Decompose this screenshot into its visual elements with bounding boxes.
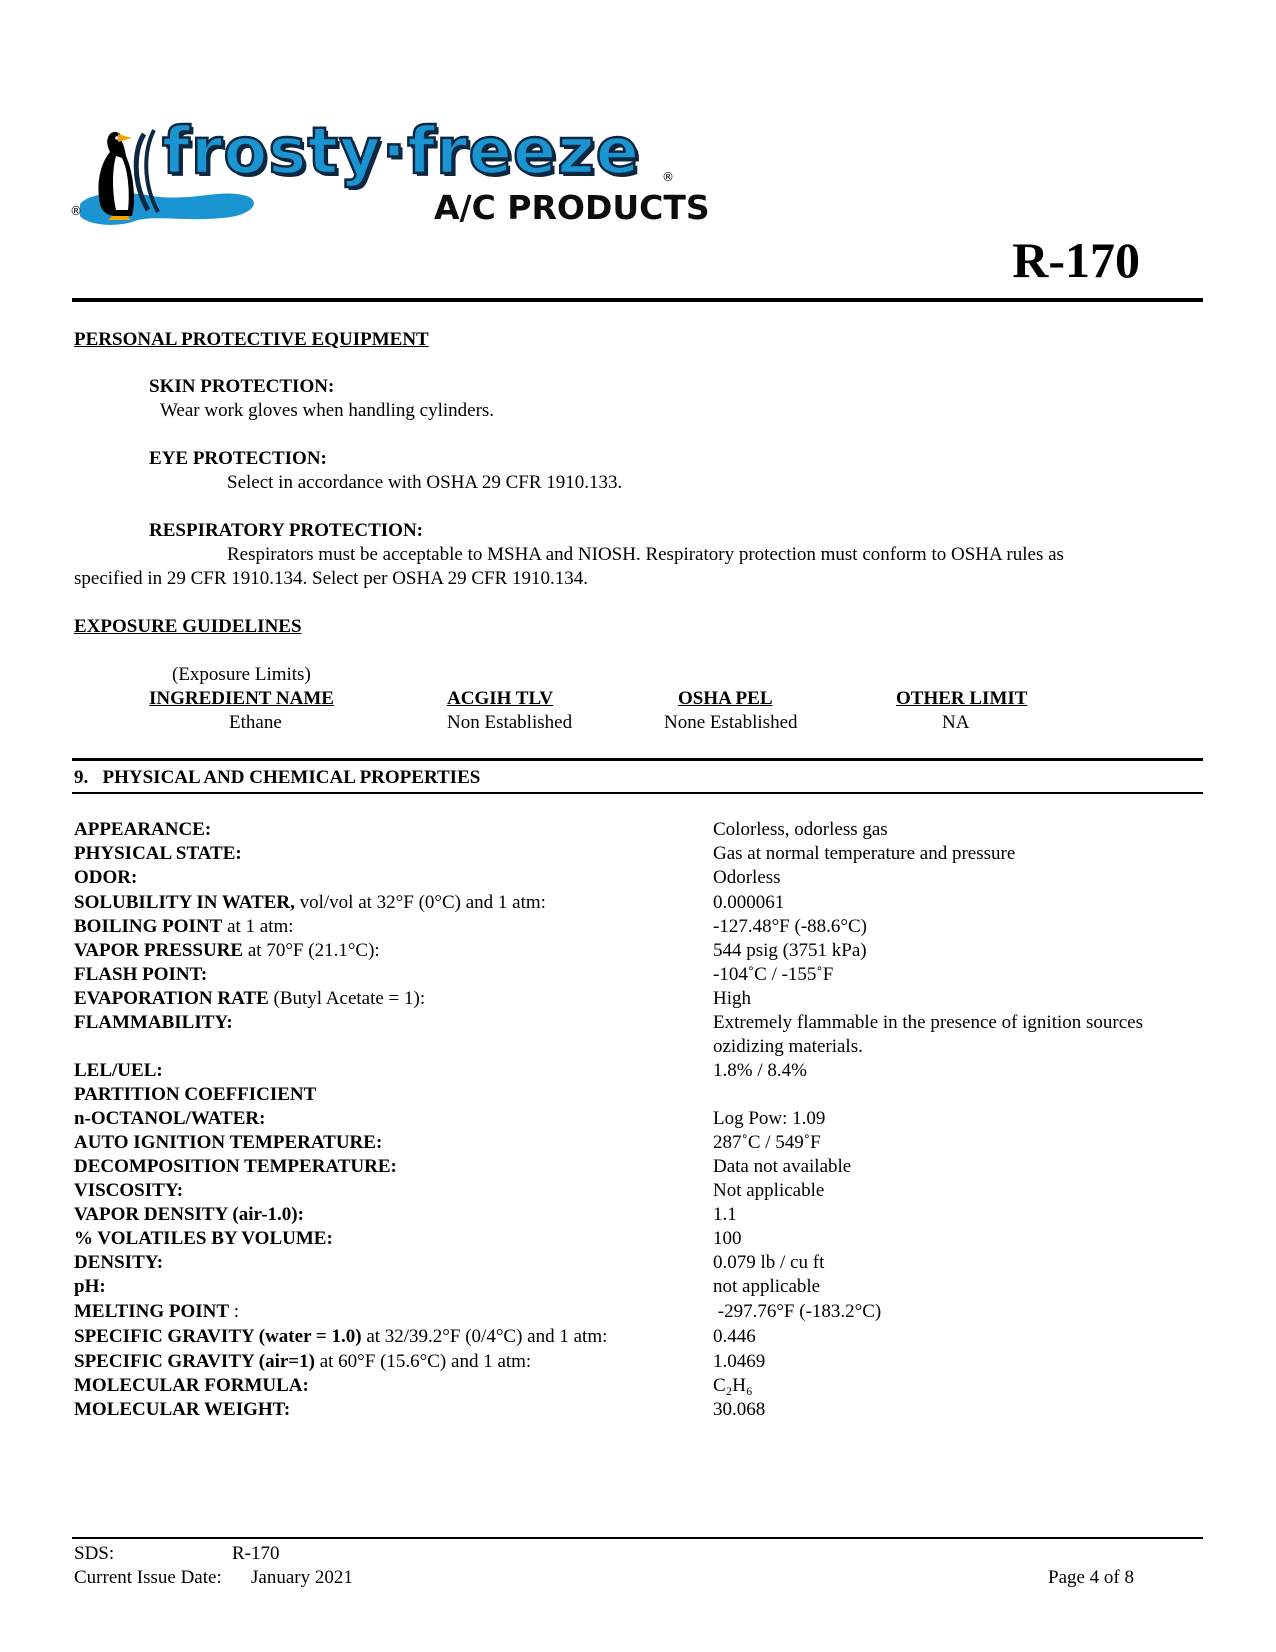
property-value: Log Pow: 1.09 [713, 1108, 826, 1129]
brand-subtitle: A/C PRODUCTS [434, 188, 710, 227]
footer-rule [72, 1537, 1203, 1539]
property-label [74, 1251, 163, 1275]
exposure-cell-other: NA [942, 712, 970, 733]
respiratory-protection-text-2: specified in 29 CFR 1910.134. Select per OSHA 29 CFR 1910.134. [74, 568, 589, 589]
property-label-qualifier: at 1 atm: [222, 916, 294, 937]
property-value: Odorless [713, 867, 781, 888]
eye-protection-heading: EYE PROTECTION: [149, 448, 327, 469]
property-label-bold: SPECIFIC GRAVITY (water = 1.0) [74, 1326, 362, 1347]
property-label [74, 818, 211, 842]
property-label-bold: MOLECULAR FORMULA: [74, 1375, 309, 1396]
property-label [74, 1227, 333, 1251]
property-label-bold: BOILING POINT [74, 916, 223, 937]
section9-bottom-rule [72, 792, 1203, 794]
property-label [74, 915, 294, 939]
property-value: Extremely flammable in the presence of ignition sources [713, 1012, 1143, 1033]
section9-heading: 9. PHYSICAL AND CHEMICAL PROPERTIES [74, 767, 481, 788]
property-label-bold: MOLECULAR WEIGHT: [74, 1399, 291, 1420]
property-label-bold: PARTITION COEFFICIENT [74, 1084, 317, 1105]
skin-protection-heading: SKIN PROTECTION: [149, 376, 335, 397]
footer-sds-label: SDS: [74, 1543, 115, 1564]
property-label-bold: pH: [74, 1276, 106, 1297]
property-label [74, 987, 425, 1011]
property-label [74, 1155, 397, 1179]
property-label-bold: EVAPORATION RATE [74, 988, 269, 1009]
property-label [74, 1011, 233, 1035]
exposure-heading: EXPOSURE GUIDELINES [74, 616, 302, 637]
registered-mark-left: ® [70, 204, 82, 218]
property-value: -297.76°F (-183.2°C) [713, 1301, 882, 1322]
property-label-bold: SOLUBILITY IN WATER, [74, 892, 295, 913]
exposure-col-acgih: ACGIH TLV [447, 688, 554, 709]
property-label [74, 1059, 163, 1083]
property-label-bold: PHYSICAL STATE: [74, 843, 242, 864]
property-label-bold: ODOR: [74, 867, 138, 888]
exposure-cell-acgih: Non Established [447, 712, 573, 733]
property-value: -104˚C / -155˚F [713, 964, 834, 985]
section9-top-rule [72, 758, 1203, 761]
property-label-bold: VAPOR DENSITY (air-1.0): [74, 1204, 304, 1225]
property-label-bold: VISCOSITY: [74, 1180, 184, 1201]
header-rule [72, 298, 1203, 302]
property-value: C₂H₆ [713, 1375, 753, 1396]
brand-name: frosty·freeze [162, 115, 640, 189]
exposure-col-ingredient: INGREDIENT NAME [149, 688, 334, 709]
property-label-bold: SPECIFIC GRAVITY (air=1) [74, 1351, 315, 1372]
property-label [74, 1179, 183, 1203]
property-value: 1.8% / 8.4% [713, 1060, 807, 1081]
property-label [74, 1398, 290, 1422]
property-label-bold: AUTO IGNITION TEMPERATURE: [74, 1132, 383, 1153]
property-value: 30.068 [713, 1399, 766, 1420]
property-value: ozidizing materials. [713, 1036, 863, 1057]
property-label [74, 963, 207, 987]
property-label [74, 1107, 265, 1131]
footer-page-number: Page 4 of 8 [1048, 1567, 1135, 1588]
property-label-qualifier: (Butyl Acetate = 1): [268, 988, 426, 1009]
eye-protection-text: Select in accordance with OSHA 29 CFR 1910.133. [227, 472, 623, 493]
property-label-bold: LEL/UEL: [74, 1060, 163, 1081]
exposure-col-other: OTHER LIMIT [896, 688, 1028, 709]
property-label-bold: FLAMMABILITY: [74, 1012, 233, 1033]
property-value: 100 [713, 1228, 742, 1249]
property-value: High [713, 988, 751, 1009]
exposure-col-osha: OSHA PEL [678, 688, 773, 709]
respiratory-protection-heading: RESPIRATORY PROTECTION: [149, 520, 423, 541]
property-label-qualifier: at 32/39.2°F (0/4°C) and 1 atm: [361, 1326, 608, 1347]
property-label [74, 1131, 382, 1155]
property-value: Colorless, odorless gas [713, 819, 888, 840]
property-label-bold: % VOLATILES BY VOLUME: [74, 1228, 333, 1249]
exposure-cell-ingredient: Ethane [229, 712, 282, 733]
property-label [74, 1350, 531, 1374]
property-label-qualifier: at 60°F (15.6°C) and 1 atm: [314, 1351, 532, 1372]
footer-issue-label: Current Issue Date: [74, 1567, 222, 1588]
property-label [74, 866, 137, 890]
document-title: R-170 [1012, 232, 1140, 288]
property-label [74, 1275, 106, 1299]
ppe-heading: PERSONAL PROTECTIVE EQUIPMENT [74, 329, 429, 350]
property-label-bold: DENSITY: [74, 1252, 164, 1273]
property-label [74, 1203, 304, 1227]
property-label-qualifier: : [229, 1301, 240, 1322]
property-label [74, 1083, 316, 1107]
property-value: 0.000061 [713, 892, 785, 913]
property-value: Gas at normal temperature and pressure [713, 843, 1016, 864]
property-value: not applicable [713, 1276, 821, 1297]
property-label [74, 842, 242, 866]
property-value: -127.48°F (-88.6°C) [713, 916, 867, 937]
property-label [74, 1325, 607, 1349]
footer-sds-value: R-170 [232, 1543, 280, 1564]
property-label-bold: n-OCTANOL/WATER: [74, 1108, 266, 1129]
respiratory-protection-text-1: Respirators must be acceptable to MSHA and NIOSH. Respiratory protection must conform to OSHA rules as [227, 544, 1064, 565]
property-value: 0.079 lb / cu ft [713, 1252, 825, 1273]
property-label [74, 1300, 239, 1324]
property-label-bold: APPEARANCE: [74, 819, 212, 840]
property-value: Not applicable [713, 1180, 825, 1201]
property-value: 287˚C / 549˚F [713, 1132, 821, 1153]
company-logo [72, 112, 712, 242]
property-value: 1.1 [713, 1204, 737, 1225]
property-label-qualifier: vol/vol at 32°F (0°C) and 1 atm: [294, 892, 546, 913]
property-label-bold: DECOMPOSITION TEMPERATURE: [74, 1156, 397, 1177]
property-label [74, 939, 380, 963]
property-label-bold: VAPOR PRESSURE [74, 940, 244, 961]
property-label-bold: FLASH POINT: [74, 964, 208, 985]
property-value: 0.446 [713, 1326, 756, 1347]
exposure-cell-osha: None Established [664, 712, 798, 733]
property-value: 1.0469 [713, 1351, 766, 1372]
skin-protection-text: Wear work gloves when handling cylinders. [160, 400, 495, 421]
property-value: Data not available [713, 1156, 852, 1177]
property-label [74, 1374, 309, 1398]
footer-issue-value: January 2021 [251, 1567, 353, 1588]
property-value: 544 psig (3751 kPa) [713, 940, 867, 961]
exposure-caption: (Exposure Limits) [172, 664, 311, 685]
property-label-bold: MELTING POINT [74, 1301, 230, 1322]
property-label-qualifier: at 70°F (21.1°C): [243, 940, 380, 961]
registered-mark-right: ® [662, 170, 674, 184]
property-label [74, 891, 546, 915]
